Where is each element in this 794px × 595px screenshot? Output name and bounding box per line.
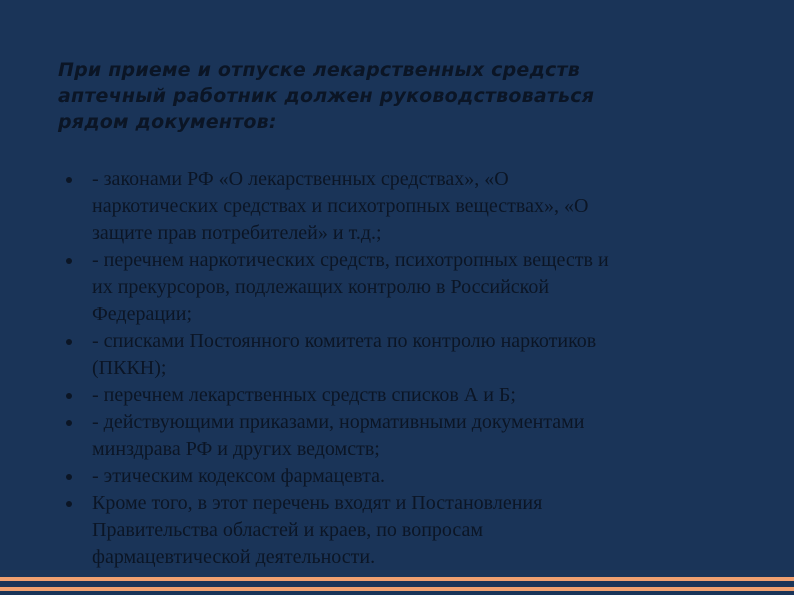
title-line: рядом документов:	[58, 111, 277, 133]
list-item	[60, 328, 740, 382]
list-item-line: наркотических средствах и психотропных веществах», «О	[92, 195, 589, 217]
list-item-line: защите прав потребителей» и т.д.;	[92, 222, 382, 244]
document-list	[60, 166, 740, 571]
list-item	[60, 166, 740, 247]
accent-bar-top	[0, 577, 794, 581]
bullet-icon	[66, 177, 72, 183]
slide-title	[58, 57, 758, 135]
list-item-line: - перечнем наркотических средств, психотропных веществ и	[92, 249, 609, 271]
title-line: При приеме и отпуске лекарственных средств	[58, 59, 580, 81]
list-item	[60, 382, 740, 409]
list-item-line: - законами РФ «О лекарственных средствах», «О	[92, 168, 509, 190]
list-item	[60, 490, 740, 571]
list-item-line: Федерации;	[92, 303, 193, 325]
bullet-icon	[66, 501, 72, 507]
bullet-icon	[66, 258, 72, 264]
list-item-line: Правительства областей и краев, по вопросам	[92, 519, 484, 541]
bullet-icon	[66, 393, 72, 399]
list-item-line: их прекурсоров, подлежащих контролю в Российской	[92, 276, 550, 298]
title-line: аптечный работник должен руководствоваться	[58, 85, 595, 107]
bullet-icon	[66, 474, 72, 480]
list-item-line: Кроме того, в этот перечень входят и Постановления	[92, 492, 543, 514]
list-item	[60, 247, 740, 328]
bullet-icon	[66, 339, 72, 345]
list-item-line: минздрава РФ и других ведомств;	[92, 438, 380, 460]
accent-bar-bottom	[0, 587, 794, 591]
list-item-line: - перечнем лекарственных средств списков А и Б;	[92, 384, 516, 406]
list-item-line: (ПККН);	[92, 357, 167, 379]
list-item-line: - списками Постоянного комитета по контролю наркотиков	[92, 330, 597, 352]
list-item-line: - этическим кодексом фармацевта.	[92, 465, 385, 487]
list-item	[60, 409, 740, 463]
bullet-icon	[66, 420, 72, 426]
list-item-line: - действующими приказами, нормативными документами	[92, 411, 585, 433]
list-item	[60, 463, 740, 490]
list-item-line: фармацевтической деятельности.	[92, 546, 376, 568]
